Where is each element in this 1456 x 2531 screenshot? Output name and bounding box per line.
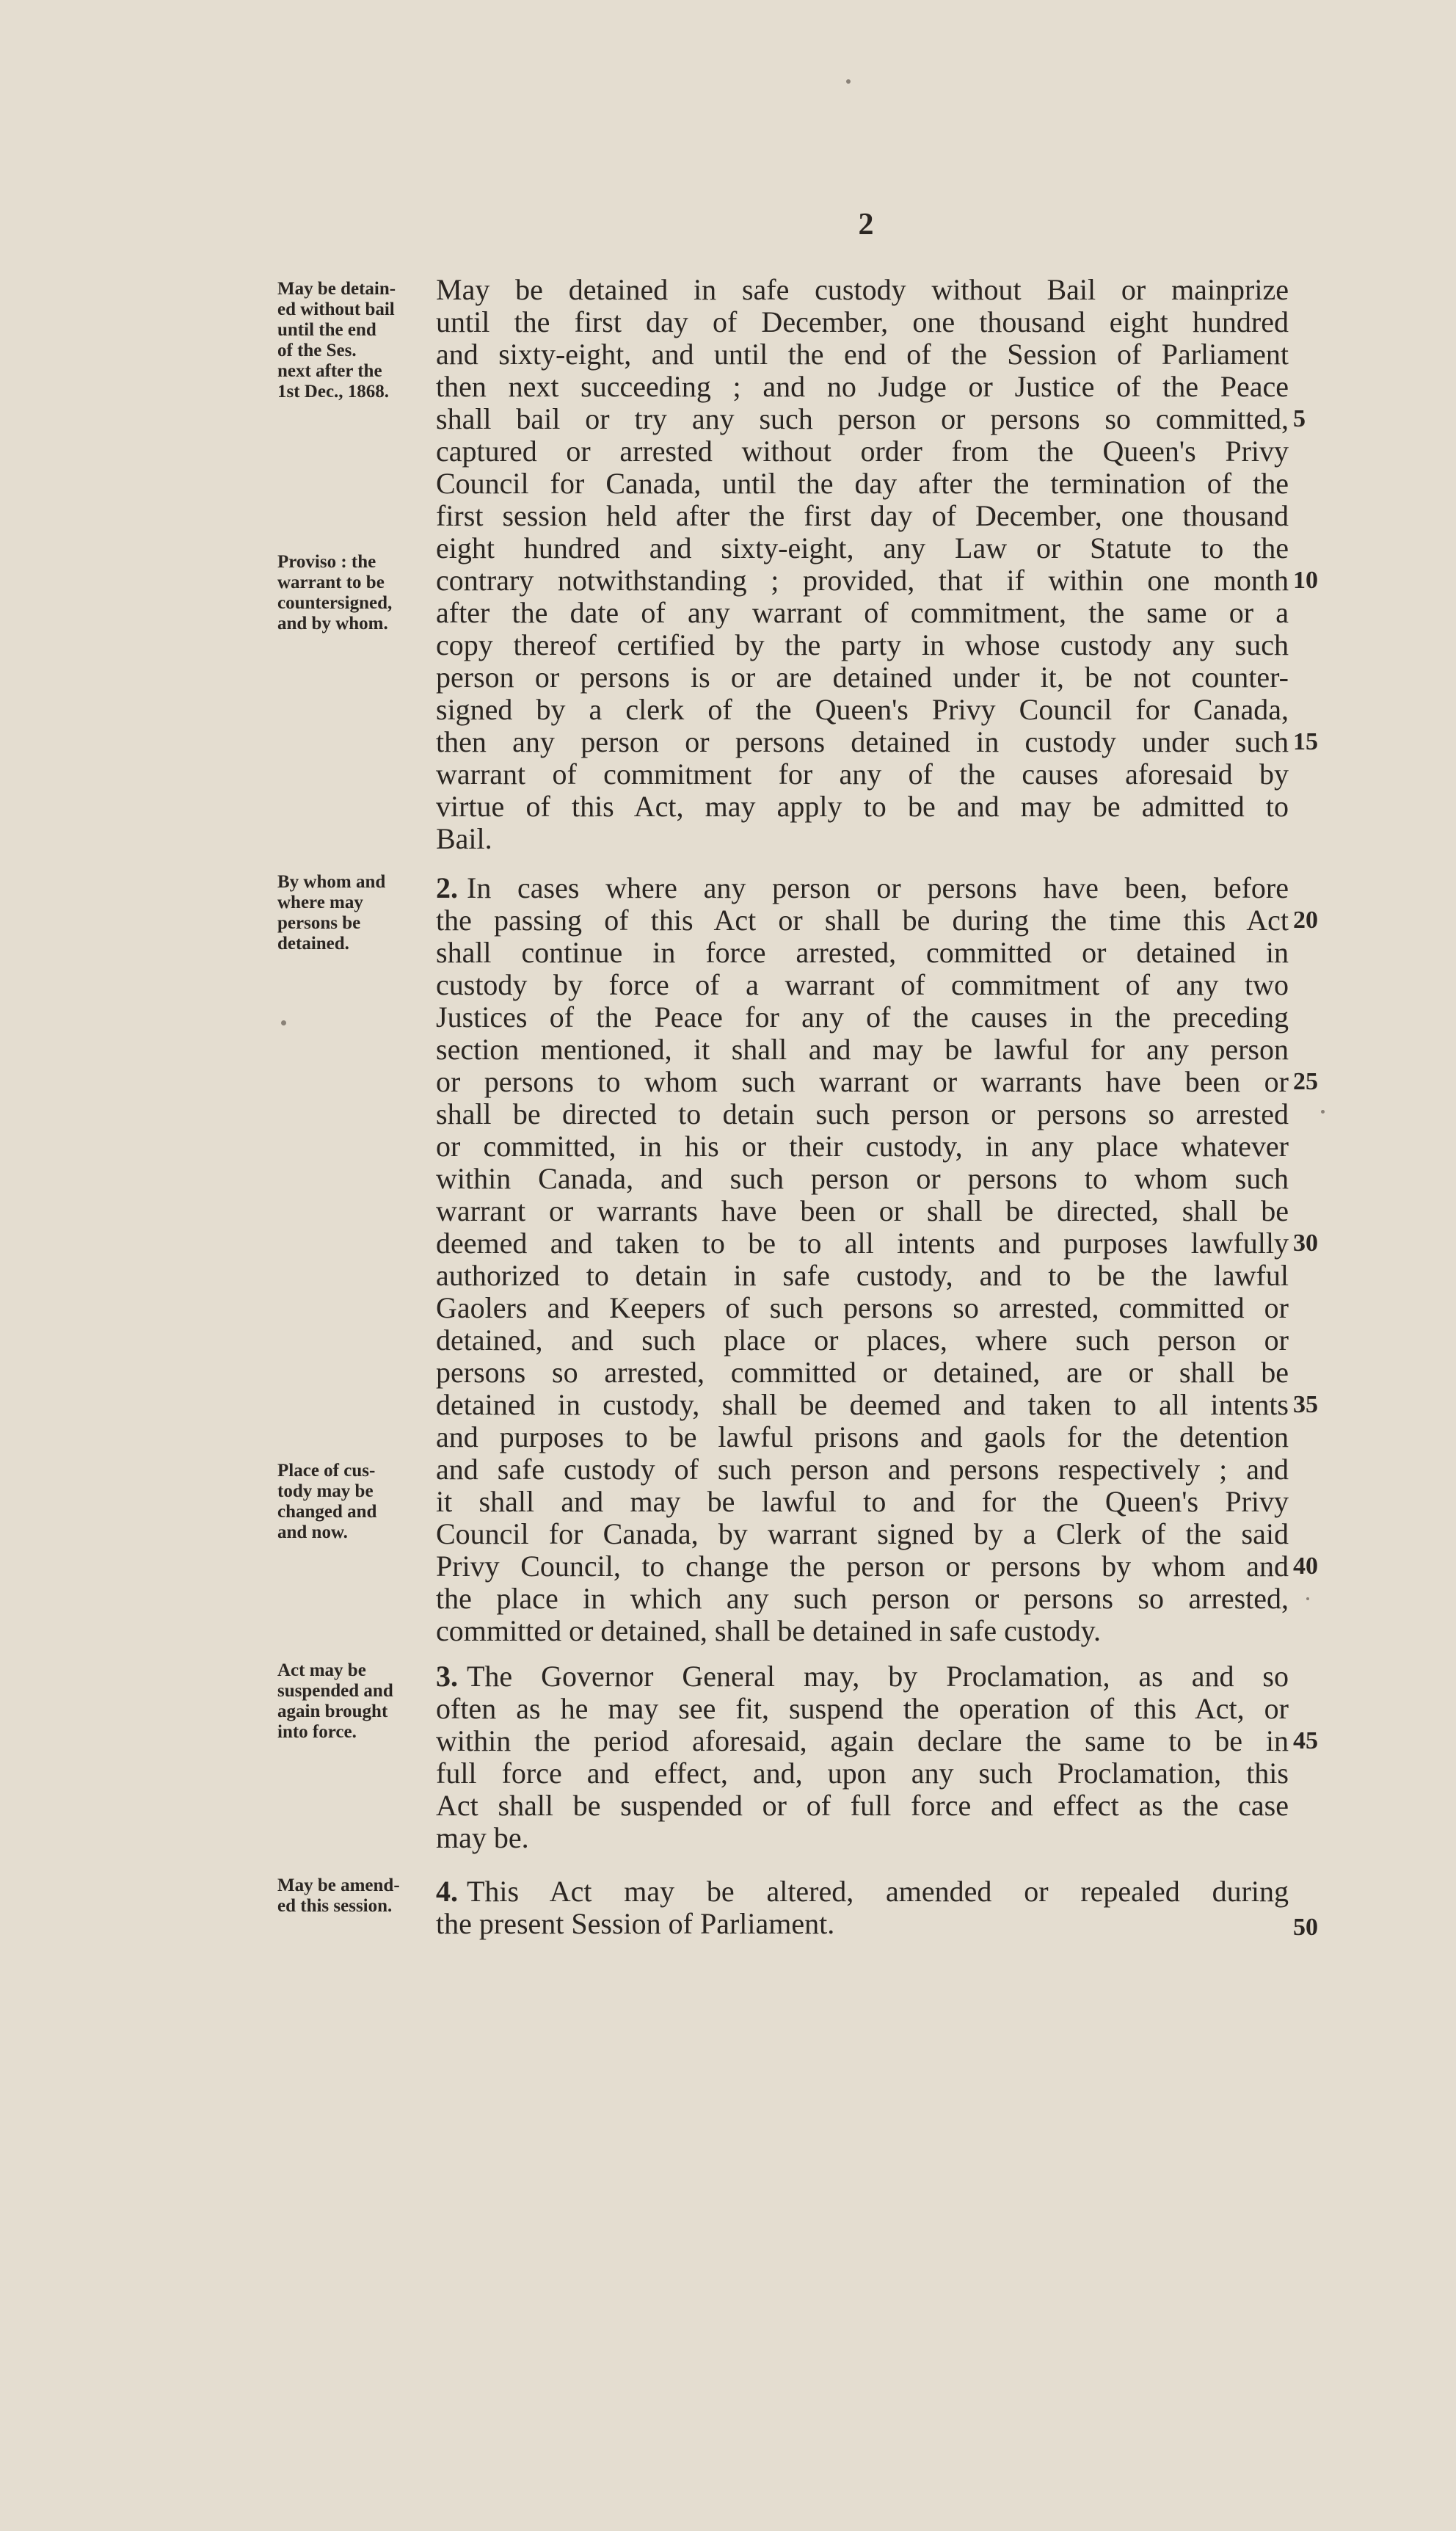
section-number: 4. xyxy=(436,1875,458,1908)
text-line: contrary notwithstanding ; provided, that if within one month xyxy=(436,564,1289,597)
line-number: 30 xyxy=(1293,1230,1318,1257)
margin-note-proviso: Proviso : the warrant to be countersigned, and by whom. xyxy=(277,552,393,633)
text-line: then next succeeding ; and no Judge or Justice of the Peace xyxy=(436,370,1289,403)
margin-note-by-whom: By whom and where may persons be detained. xyxy=(277,872,386,954)
section-number: 2. xyxy=(436,871,458,904)
text-line: Council for Canada, until the day after the termination of the xyxy=(436,467,1289,500)
line-number: 50 xyxy=(1293,1914,1318,1941)
line-number: 5 xyxy=(1293,405,1306,432)
text-line: after the date of any warrant of commitment, the same or a xyxy=(436,596,1289,629)
text-line: captured or arrested without order from the Queen's Privy xyxy=(436,435,1289,468)
paper-speck xyxy=(281,1020,286,1025)
text-line: within the period aforesaid, again declare the same to be in xyxy=(436,1724,1289,1757)
text-line: the place in which any such person or persons so arrested, xyxy=(436,1582,1289,1615)
margin-note-suspension: Act may be suspended and again brought into force. xyxy=(277,1660,393,1742)
paper-speck xyxy=(846,79,851,84)
text-line: warrant or warrants have been or shall be directed, shall be xyxy=(436,1194,1289,1227)
text-line: shall be directed to detain such person or persons so arrested xyxy=(436,1097,1289,1130)
paper-speck xyxy=(1306,1597,1309,1600)
text-line: may be. xyxy=(436,1821,529,1854)
line-number: 10 xyxy=(1293,567,1318,594)
text-line: or committed, in his or their custody, in any place whatever xyxy=(436,1130,1289,1163)
text-line: The Governor General may, by Proclamation, as and so xyxy=(467,1660,1289,1693)
text-line: shall bail or try any such person or persons so committed, xyxy=(436,402,1289,435)
text-line: Privy Council, to change the person or persons by whom and xyxy=(436,1550,1289,1583)
text-line: full force and effect, and, upon any such Proclamation, this xyxy=(436,1757,1289,1790)
line-number: 15 xyxy=(1293,728,1318,755)
text-line: it shall and may be lawful to and for the Queen's Privy xyxy=(436,1485,1289,1518)
text-line: then any person or persons detained in custody under such xyxy=(436,725,1289,758)
text-line: Justices of the Peace for any of the causes in the preceding xyxy=(436,1001,1289,1034)
text-line: eight hundred and sixty-eight, any Law or Statute to the xyxy=(436,531,1289,564)
text-line: Council for Canada, by warrant signed by a Clerk of the said xyxy=(436,1517,1289,1550)
text-line: person or persons is or are detained under it, be not counter- xyxy=(436,661,1289,694)
text-line: May be detained in safe custody without Bail or mainprize xyxy=(436,273,1289,306)
text-line: detained in custody, shall be deemed and taken to all intents xyxy=(436,1388,1289,1421)
margin-note-amendment: May be amend- ed this session. xyxy=(277,1875,400,1916)
text-line: virtue of this Act, may apply to be and may be admitted to xyxy=(436,790,1289,823)
text-line: warrant of commitment for any of the causes aforesaid by xyxy=(436,758,1289,791)
text-line: detained, and such place or places, where such person or xyxy=(436,1323,1289,1357)
text-line: In cases where any person or persons have been, before xyxy=(467,871,1289,904)
text-line: first session held after the first day of December, one thousand xyxy=(436,499,1289,532)
text-line: persons so arrested, committed or detained, are or shall be xyxy=(436,1356,1289,1389)
text-line: shall continue in force arrested, committed or detained in xyxy=(436,936,1289,969)
margin-note-place-of-custody: Place of cus- tody may be changed and and now. xyxy=(277,1461,377,1542)
text-line: the passing of this Act or shall be during the time this Act xyxy=(436,904,1289,937)
text-line: Act shall be suspended or of full force and effect as the case xyxy=(436,1789,1289,1822)
text-line: section mentioned, it shall and may be lawful for any person xyxy=(436,1033,1289,1066)
text-line: and safe custody of such person and persons respectively ; and xyxy=(436,1453,1289,1486)
text-line: until the first day of December, one thousand eight hundred xyxy=(436,305,1289,338)
text-line: Bail. xyxy=(436,822,492,855)
margin-note-detention: May be detain- ed without bail until the end of the Ses. next after the 1st Dec., 1868. xyxy=(277,279,396,402)
text-line: and purposes to be lawful prisons and gaols for the detention xyxy=(436,1420,1289,1453)
line-number: 45 xyxy=(1293,1727,1318,1754)
text-line: deemed and taken to be to all intents and purposes lawfully xyxy=(436,1227,1289,1260)
text-line: copy thereof certified by the party in whose custody any such xyxy=(436,628,1289,661)
text-line: This Act may be altered, amended or repealed during xyxy=(467,1875,1289,1908)
text-line: Gaolers and Keepers of such persons so arrested, committed or xyxy=(436,1291,1289,1324)
section-number: 3. xyxy=(436,1660,458,1693)
line-number: 25 xyxy=(1293,1068,1318,1095)
page-number: 2 xyxy=(858,208,874,242)
line-number: 40 xyxy=(1293,1553,1318,1580)
text-line: and sixty-eight, and until the end of the Session of Parliament xyxy=(436,338,1289,371)
paper-speck xyxy=(1321,1110,1325,1114)
text-line: often as he may see fit, suspend the operation of this Act, or xyxy=(436,1692,1289,1725)
text-line: custody by force of a warrant of commitment of any two xyxy=(436,968,1289,1001)
text-line: the present Session of Parliament. xyxy=(436,1907,835,1940)
line-number: 20 xyxy=(1293,907,1318,934)
text-line: or persons to whom such warrant or warrants have been or xyxy=(436,1065,1289,1098)
text-line: within Canada, and such person or persons to whom such xyxy=(436,1162,1289,1195)
text-line: committed or detained, shall be detained in safe custody. xyxy=(436,1614,1102,1647)
line-number: 35 xyxy=(1293,1391,1318,1418)
text-line: authorized to detain in safe custody, and to be the lawful xyxy=(436,1259,1289,1292)
text-line: signed by a clerk of the Queen's Privy Council for Canada, xyxy=(436,693,1289,726)
